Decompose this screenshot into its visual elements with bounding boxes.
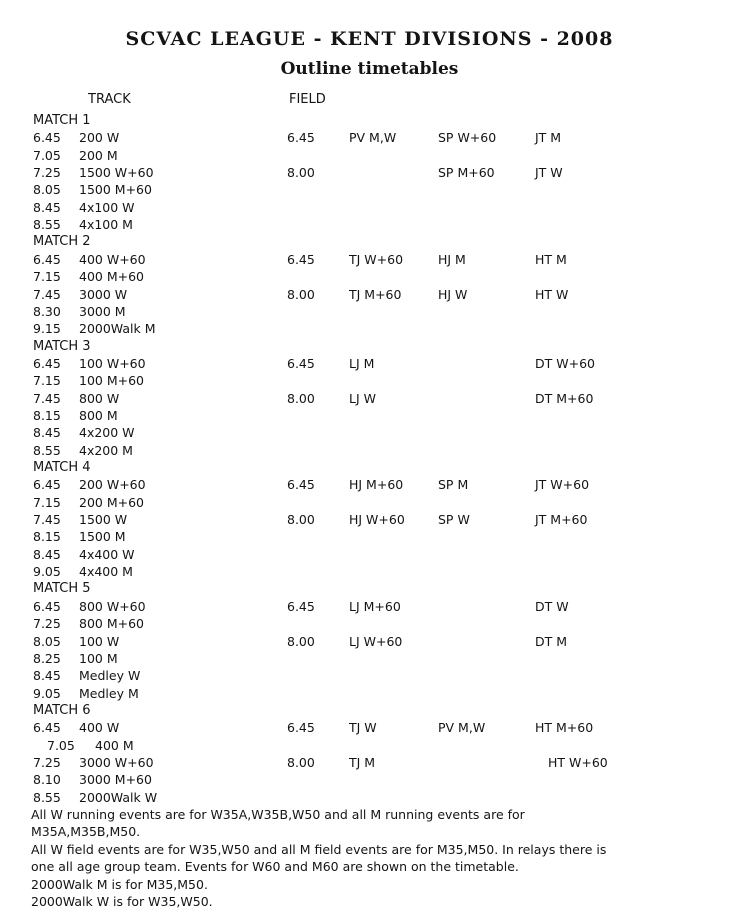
track-time: 7.25	[33, 616, 61, 632]
footnote-line: 2000Walk W is for W35,W50.	[31, 894, 213, 910]
timetable-row	[0, 356, 739, 373]
timetable-row	[0, 529, 739, 546]
field-event: TJ M+60	[349, 286, 402, 302]
field-event: SP M	[438, 477, 469, 493]
track-time: 6.45	[33, 720, 61, 736]
track-time: 6.45	[33, 598, 61, 614]
track-event: 800 W+60	[79, 598, 146, 614]
timetable-row	[0, 269, 739, 286]
timetable-row	[0, 182, 739, 199]
track-time: 7.45	[33, 390, 61, 406]
timetable-row	[0, 200, 739, 217]
track-event: 200 M	[79, 147, 118, 163]
timetable-row	[0, 738, 739, 755]
track-event: 1500 W	[79, 512, 128, 528]
timetable-row	[0, 425, 739, 442]
match-heading-row	[0, 460, 739, 477]
track-time: 8.15	[33, 407, 61, 423]
match-heading: MATCH 3	[33, 338, 91, 354]
track-column-header: TRACK	[88, 92, 131, 107]
track-event: 200 M+60	[79, 494, 144, 510]
field-time: 8.00	[287, 633, 315, 649]
timetable-row	[0, 790, 739, 807]
match-heading-row	[0, 339, 739, 356]
footnotes	[31, 806, 721, 910]
track-time: 7.15	[33, 269, 61, 285]
field-event: LJ M+60	[349, 598, 401, 614]
page-title: SCVAC LEAGUE - KENT DIVISIONS - 2008	[125, 28, 614, 50]
field-time: 6.45	[287, 477, 315, 493]
track-event: Medley M	[79, 685, 139, 701]
match-heading: MATCH 5	[33, 581, 91, 597]
footnote-line: one all age group team. Events for W60 and M60 are shown on the timetable.	[31, 859, 519, 875]
match-heading: MATCH 2	[33, 234, 91, 250]
field-event: JT W	[535, 165, 563, 181]
track-event: 100 M+60	[79, 373, 144, 389]
timetable-row	[0, 373, 739, 390]
track-time: 8.05	[33, 633, 61, 649]
timetable-row	[0, 634, 739, 651]
field-time: 6.45	[287, 251, 315, 267]
field-event: DT M	[535, 633, 568, 649]
track-event: 200 W	[79, 130, 120, 146]
footnote-line: All W field events are for W35,W50 and all M field events are for M35,M50. In relays there is	[31, 841, 607, 857]
field-event: HJ W+60	[349, 512, 405, 528]
track-event: 3000 M	[79, 303, 126, 319]
timetable-row	[0, 217, 739, 234]
field-event: JT W+60	[535, 477, 590, 493]
track-time: 7.25	[33, 165, 61, 181]
field-event: HT W	[535, 286, 569, 302]
track-time: 8.10	[33, 772, 61, 788]
track-event: 1500 W+60	[79, 165, 154, 181]
timetable-row	[0, 668, 739, 685]
track-event: 200 W+60	[79, 477, 146, 493]
timetable-row	[0, 495, 739, 512]
track-event: 3000 W+60	[79, 754, 154, 770]
track-time: 7.15	[33, 494, 61, 510]
track-time: 7.05	[47, 737, 75, 753]
field-time: 8.00	[287, 286, 315, 302]
track-time: 9.05	[33, 564, 61, 580]
track-event: 100 W	[79, 633, 120, 649]
field-event: LJ W+60	[349, 633, 403, 649]
field-event: HJ W	[438, 286, 468, 302]
match-heading: MATCH 1	[33, 113, 91, 128]
track-time: 7.45	[33, 286, 61, 302]
timetable-row	[0, 252, 739, 269]
track-event: 3000 W	[79, 286, 128, 302]
track-event: 800 M+60	[79, 616, 144, 632]
timetable-row	[0, 321, 739, 338]
field-time: 8.00	[287, 390, 315, 406]
field-time: 8.00	[287, 165, 315, 181]
match-heading: MATCH 4	[33, 460, 91, 475]
track-time: 8.30	[33, 303, 61, 319]
track-event: 4x100 W	[79, 199, 135, 215]
track-event: 400 M	[95, 737, 134, 753]
track-event: 100 M	[79, 650, 118, 666]
field-event: JT M	[535, 130, 562, 146]
track-event: 400 M+60	[79, 269, 144, 285]
timetable-row	[0, 512, 739, 529]
timetable-row	[0, 165, 739, 182]
footnote-line: 2000Walk M is for M35,M50.	[31, 876, 208, 892]
track-time: 8.05	[33, 182, 61, 198]
field-event: DT M+60	[535, 390, 594, 406]
track-time: 8.55	[33, 217, 61, 233]
timetable-row	[0, 287, 739, 304]
field-event: TJ W+60	[349, 251, 404, 267]
timetable-row	[0, 391, 739, 408]
field-event: HJ M	[438, 251, 466, 267]
field-event: LJ M	[349, 355, 375, 371]
field-time: 6.45	[287, 130, 315, 146]
field-event: HJ M+60	[349, 477, 404, 493]
field-event: HT M+60	[535, 720, 594, 736]
timetable-row	[0, 304, 739, 321]
timetable-row	[0, 772, 739, 789]
track-time: 9.05	[33, 685, 61, 701]
field-time: 6.45	[287, 598, 315, 614]
track-event: Medley W	[79, 668, 141, 684]
field-event: SP W	[438, 512, 470, 528]
page-subtitle: Outline timetables	[280, 59, 459, 79]
timetable-row	[0, 720, 739, 737]
track-time: 6.45	[33, 130, 61, 146]
timetable-row	[0, 755, 739, 772]
field-event: SP M+60	[438, 165, 495, 181]
track-event: 1500 M	[79, 529, 126, 545]
timetable-row	[0, 477, 739, 494]
track-event: 800 M	[79, 407, 118, 423]
track-event: 4x200 M	[79, 442, 133, 458]
track-time: 9.15	[33, 321, 61, 337]
field-time: 8.00	[287, 512, 315, 528]
track-event: 800 W	[79, 390, 120, 406]
match-heading-row	[0, 703, 739, 720]
field-time: 6.45	[287, 720, 315, 736]
track-event: 4x400 M	[79, 564, 133, 580]
timetable-row	[0, 130, 739, 147]
track-event: 2000Walk W	[79, 789, 158, 805]
track-event: 2000Walk M	[79, 321, 156, 337]
timetable-row	[0, 686, 739, 703]
field-event: DT W	[535, 598, 569, 614]
field-event: HT W+60	[548, 754, 608, 770]
timetable-row	[0, 443, 739, 460]
track-time: 6.45	[33, 477, 61, 493]
field-event: DT W+60	[535, 355, 595, 371]
match-heading-row	[0, 581, 739, 598]
track-time: 8.45	[33, 668, 61, 684]
track-time: 8.45	[33, 199, 61, 215]
track-time: 6.45	[33, 251, 61, 267]
track-time: 7.45	[33, 512, 61, 528]
field-event: SP W+60	[438, 130, 497, 146]
track-time: 8.55	[33, 442, 61, 458]
field-column-header: FIELD	[289, 92, 326, 107]
field-time: 6.45	[287, 355, 315, 371]
field-event: HT M	[535, 251, 567, 267]
field-event: PV M,W	[438, 720, 486, 736]
match-heading: MATCH 6	[33, 702, 91, 718]
track-time: 8.45	[33, 425, 61, 441]
track-event: 1500 M+60	[79, 182, 152, 198]
field-event: TJ M	[349, 754, 376, 770]
footnote-line: All W running events are for W35A,W35B,W50 and all M running events are for	[31, 807, 525, 822]
timetable-row	[0, 564, 739, 581]
track-time: 8.25	[33, 650, 61, 666]
field-event: LJ W	[349, 390, 376, 406]
track-time: 6.45	[33, 355, 61, 371]
track-event: 3000 M+60	[79, 772, 152, 788]
track-event: 4x400 W	[79, 546, 135, 562]
match-heading-row	[0, 113, 739, 130]
timetable-row	[0, 148, 739, 165]
track-event: 4x200 W	[79, 425, 135, 441]
field-time: 8.00	[287, 754, 315, 770]
timetable-row	[0, 651, 739, 668]
timetable-row	[0, 408, 739, 425]
field-event: PV M,W	[349, 130, 397, 146]
timetable-row	[0, 599, 739, 616]
track-event: 100 W+60	[79, 355, 146, 371]
track-time: 8.55	[33, 789, 61, 805]
match-heading-row	[0, 234, 739, 251]
track-time: 7.05	[33, 147, 61, 163]
track-event: 400 W+60	[79, 251, 146, 267]
field-event: JT M+60	[535, 512, 588, 528]
timetable-row	[0, 547, 739, 564]
track-time: 7.25	[33, 754, 61, 770]
track-time: 8.45	[33, 546, 61, 562]
field-event: TJ W	[349, 720, 377, 736]
track-event: 400 W	[79, 720, 120, 736]
track-time: 8.15	[33, 529, 61, 545]
timetable-row	[0, 616, 739, 633]
track-time: 7.15	[33, 373, 61, 389]
footnote-line: M35A,M35B,M50.	[31, 824, 141, 840]
track-event: 4x100 M	[79, 217, 133, 233]
